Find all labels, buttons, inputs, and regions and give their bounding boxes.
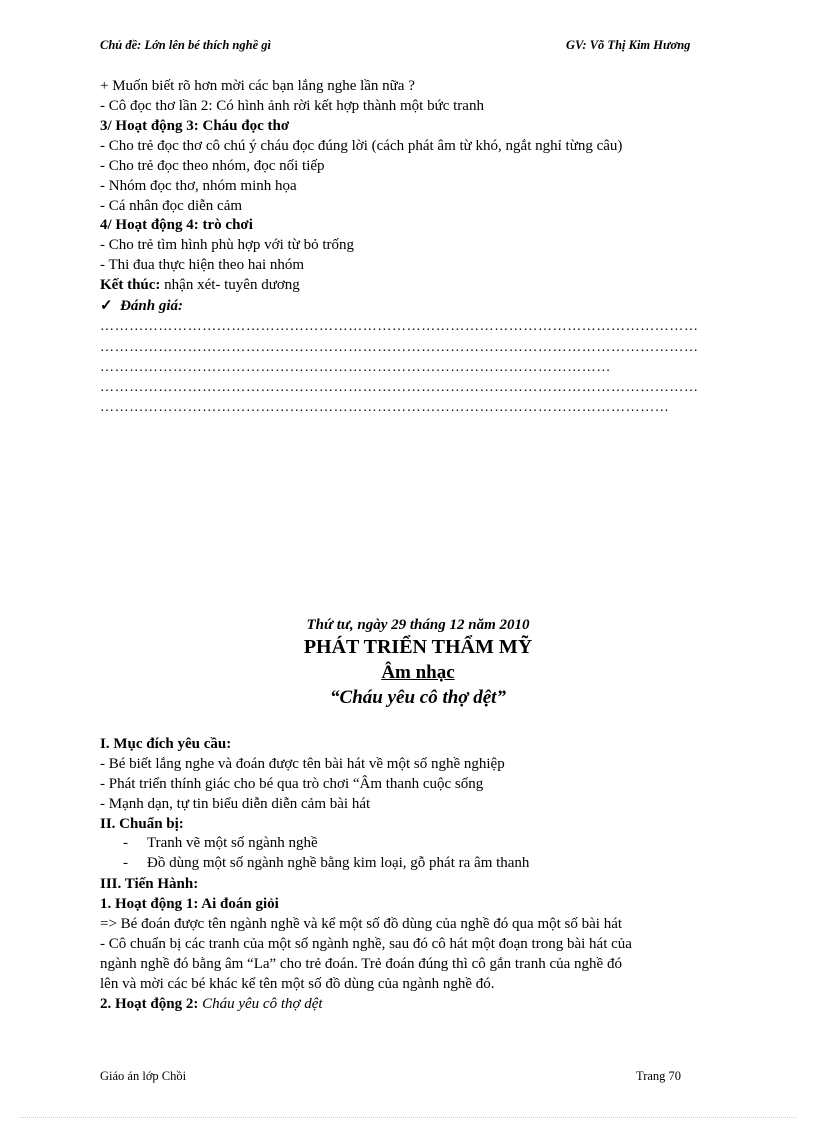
dotted-line: ……………………………………………………………………………………………………… [100,400,670,415]
activity-3-heading: 3/ Hoạt động 3: Cháu đọc thơ [100,118,290,134]
dash-bullet: - [123,855,128,871]
activity-2-label: 2. Hoạt động 2: [100,996,199,1012]
list-item: Đồ dùng một số ngành nghề bằng kim loại, gỗ phát ra âm thanh [147,855,530,871]
text-line: - Cho trẻ tìm hình phù hợp với từ bỏ trống [100,237,354,253]
text-line: - Cô chuẩn bị các tranh của một số ngành nghề, sau đó cô hát một đoạn trong bài hát của [100,936,632,952]
text-line: ngành nghề đó bằng âm “La” cho trẻ đoán. Trẻ đoán đúng thì cô gắn tranh của nghề đó [100,956,622,972]
purpose-heading: I. Mục đích yêu cầu: [100,736,232,752]
dash-bullet: - [123,835,128,851]
text-line: - Nhóm đọc thơ, nhóm minh họa [100,178,297,194]
song-title: “Cháu yêu cô thợ dệt” [330,687,506,708]
text-line: - Bé biết lắng nghe và đoán được tên bài hát về một số nghề nghiệp [100,756,505,772]
conclusion-text: nhận xét- tuyên dương [160,277,300,293]
page-number: Trang 70 [636,1069,682,1083]
evaluation-line [100,297,183,315]
text-line: - Cho trẻ đọc theo nhóm, đọc nối tiếp [100,158,325,174]
activity-4-heading: 4/ Hoạt động 4: trò chơi [100,217,253,233]
dotted-line: …………………………………………………………………………………………………………… [100,319,699,334]
check-icon: ✓ [100,298,113,314]
evaluation-label: Đánh giá: [120,298,184,314]
dotted-line: …………………………………………………………………………………………… [100,360,611,375]
activity-2-line [100,995,323,1013]
conclusion-line [100,276,300,294]
section-title: PHÁT TRIỂN THẨM MỸ [303,636,533,658]
text-line: lên và mời các bé khác kể tên một số đồ dùng của ngành nghề đó. [100,976,495,992]
list-item: Tranh vẽ một số ngành nghề [147,835,318,851]
text-line: - Phát triển thính giác cho bé qua trò chơi “Âm thanh cuộc sống [100,776,484,792]
activity-2-name: Cháu yêu cô thợ dệt [198,996,323,1012]
dotted-line: …………………………………………………………………………………………………………… [100,340,699,355]
dotted-line: …………………………………………………………………………………………………………… [100,380,699,395]
subject-wrap [0,662,816,684]
lesson-date: Thứ tư, ngày 29 tháng 12 năm 2010 [306,617,530,633]
text-line: - Mạnh dạn, tự tin biểu diễn diễn cảm bài hát [100,796,371,812]
header-topic: Chủ đề: Lớn lên bé thích nghề gì [100,38,271,52]
text-line: - Cho trẻ đọc thơ cô chú ý cháu đọc đúng lời (cách phát âm từ khó, ngắt nghỉ từng câu) [100,138,623,154]
activity-1-heading: 1. Hoạt động 1: Ai đoán giỏi [100,896,279,912]
procedure-heading: III. Tiến Hành: [100,876,199,892]
text-line: - Cô đọc thơ lần 2: Có hình ảnh rời kết hợp thành một bức tranh [100,98,484,114]
text-line: - Cá nhân đọc diễn cảm [100,198,243,214]
text-line: - Thi đua thực hiện theo hai nhóm [100,257,305,273]
text-line: + Muốn biết rõ hơn mời các bạn lắng nghe lần nữa ? [100,78,415,94]
subject-title: Âm nhạc [381,662,455,683]
header-teacher: GV: Võ Thị Kim Hương [566,38,691,52]
preparation-heading: II. Chuẩn bị: [100,816,184,832]
conclusion-label: Kết thúc: [100,277,161,293]
footer-left: Giáo án lớp Chồi [100,1069,187,1083]
text-line: => Bé đoán được tên ngành nghề và kể một số đồ dùng của nghề đó qua một số bài hát [100,916,623,932]
bottom-divider [20,1117,796,1118]
